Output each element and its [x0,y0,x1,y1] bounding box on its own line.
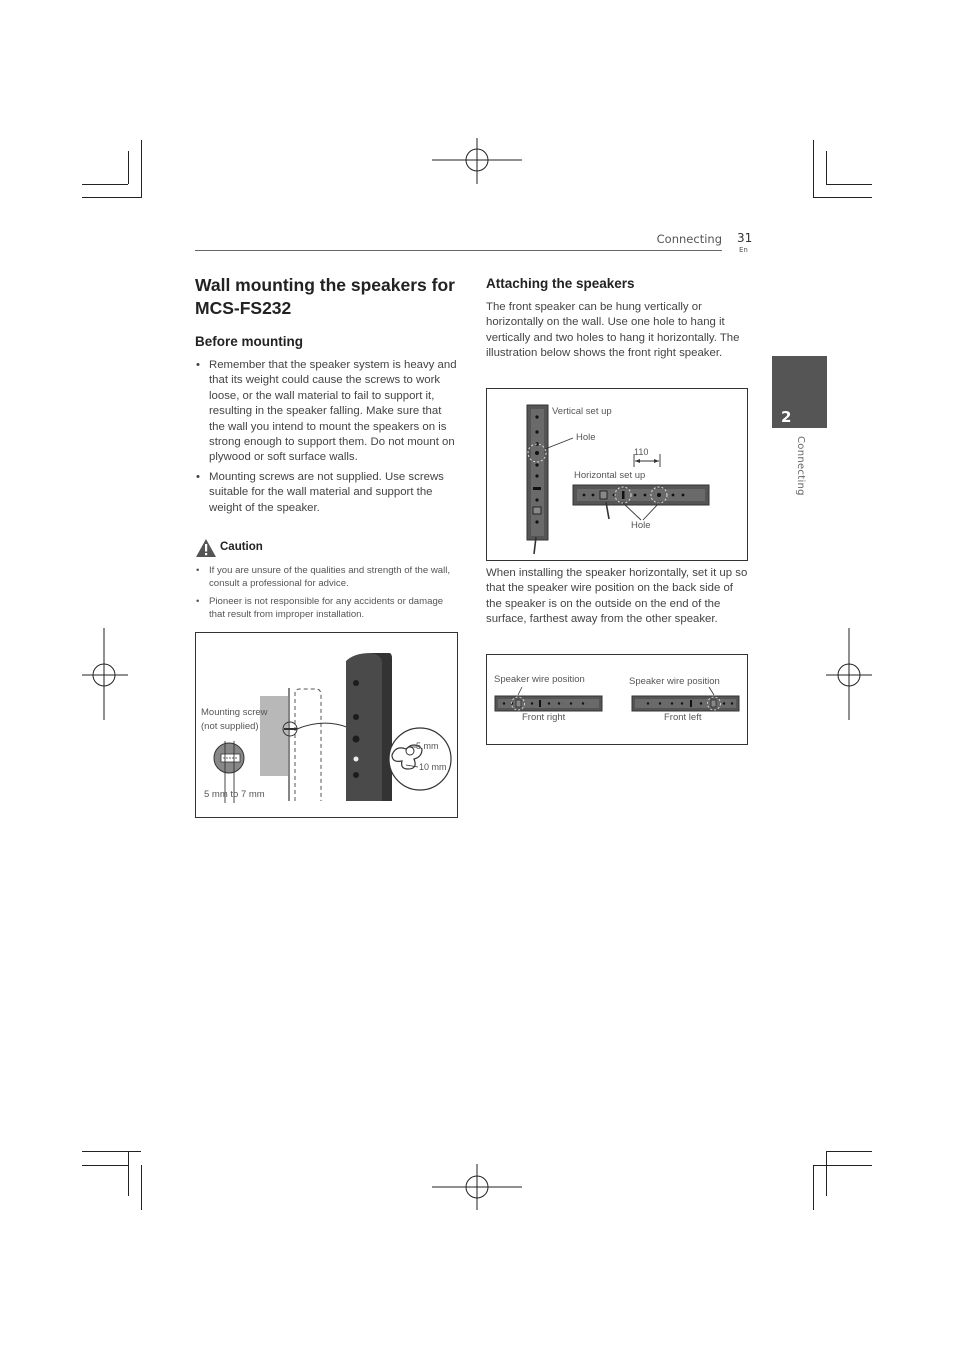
dimension-110: 110 [634,447,649,457]
page-title: Wall mounting the speakers for MCS-FS232 [195,275,455,318]
registration-mark-left [82,628,128,720]
registration-mark-bottom [432,1164,522,1210]
list-item: • Mounting screws are not supplied. Use screws suitable for the wall material and support the weight of the speaker. [195,470,457,516]
wire-position-figure [486,654,748,745]
chapter-side-label: Connecting [795,436,806,496]
before-mounting-list [195,358,457,516]
list-item: • If you are unsure of the qualities and strength of the wall, consult a professional for advice. [195,564,457,590]
warning-icon [195,538,217,558]
caution-list [195,564,457,621]
dimension-5mm: 5 mm [416,741,439,751]
wire-position-label-right: Speaker wire position [629,676,720,687]
front-right-label: Front right [522,712,566,723]
vertical-setup-label: Vertical set up [552,406,612,417]
registration-mark-top [432,138,522,184]
header-divider [195,250,722,251]
registration-mark-right [826,628,872,720]
setup-figure [486,388,748,561]
wire-position-label-left: Speaker wire position [494,674,585,685]
horizontal-setup-label: Horizontal set up [574,470,646,481]
attaching-paragraph: The front speaker can be hung vertically or horizontally on the wall. Use one hole to hang it vertically and two holes to hang it horizontally. The illustration below shows the front right speaker. [486,301,740,360]
list-item: • Remember that the speaker system is heavy and that its weight could cause the screws to work loose, or the wall material to fail to support it, resulting in the speaker falling. Make sure that the wall you intend to mount the speakers on is strong enough to support them. Do not mount on plywood or soft surface walls. [195,358,457,466]
horizontal-install-paragraph: When installing the speaker horizontally, set it up so that the speaker wire position on the back side of the speaker is on the outside on the end of the surface, farthest away from the other speaker. [486,567,748,626]
screw-label-line2: (not supplied) [201,721,259,732]
caution-label: Caution [220,541,263,553]
wire-position-illustration [487,655,747,743]
page-language: En [739,246,748,254]
dimension-10mm: 10 mm [419,762,447,772]
before-mounting-heading: Before mounting [195,334,303,349]
header-section: Connecting [656,232,722,246]
wall-mount-figure [195,632,458,818]
hole-label-top: Hole [576,432,596,443]
list-item: • Pioneer is not responsible for any accidents or damage that result from improper installation. [195,595,457,621]
attaching-heading: Attaching the speakers [486,276,635,291]
screw-label-line1: Mounting screw [201,707,268,718]
page-number: 31 [737,231,753,245]
hole-label-bottom: Hole [631,520,651,531]
chapter-number: 2 [781,408,792,426]
screw-range-label: 5 mm to 7 mm [204,789,265,800]
front-left-label: Front left [664,712,702,723]
